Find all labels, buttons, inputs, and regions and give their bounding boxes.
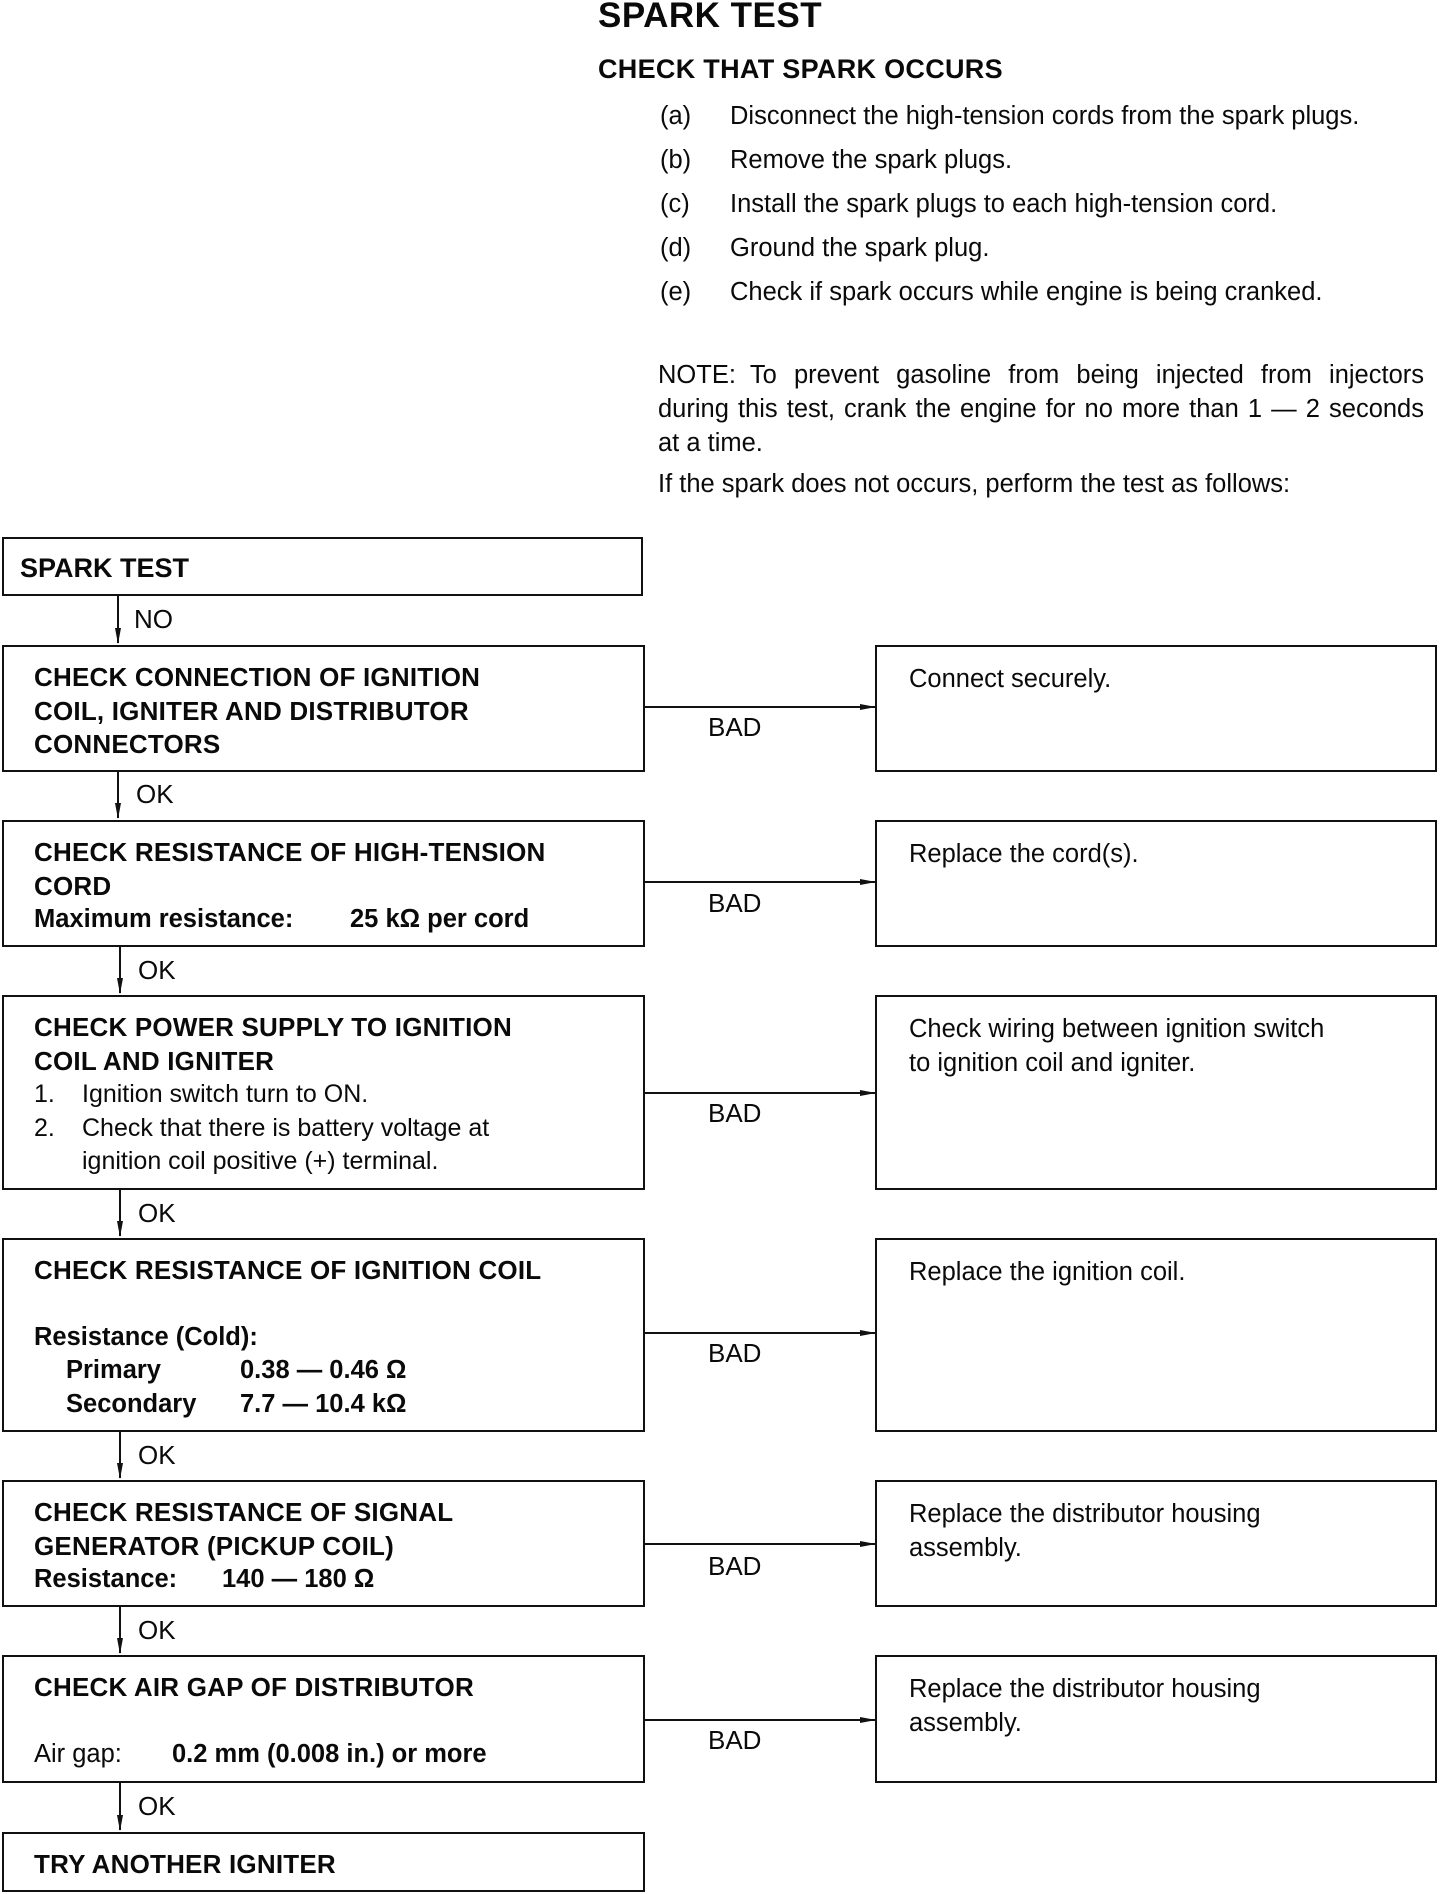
- flow-instruction: If the spark does not occurs, perform the test as follows:: [658, 470, 1291, 498]
- remedy-text: assembly.: [909, 1708, 1022, 1737]
- check-title-line: CORD: [34, 870, 112, 901]
- remedy-box: [875, 1655, 1437, 1783]
- note-label: NOTE:: [658, 361, 736, 389]
- spec-label: Primary: [66, 1356, 161, 1384]
- check-title-line: CHECK AIR GAP OF DISTRIBUTOR: [34, 1672, 474, 1702]
- step-label: (b): [660, 146, 692, 174]
- check-box-high-tension-cord: [2, 820, 645, 947]
- spec-line: [34, 903, 633, 937]
- spec-value: 0.38 — 0.46 Ω: [240, 1356, 407, 1384]
- check-item: [34, 1112, 633, 1179]
- step-label: (a): [660, 102, 692, 130]
- remedy-text: Check wiring between ignition switch: [909, 1015, 1325, 1043]
- spec-value: 25 kΩ per cord: [350, 905, 530, 933]
- remedy-text: Replace the distributor housing: [909, 1500, 1261, 1528]
- spec-value: 7.7 — 10.4 kΩ: [240, 1389, 407, 1418]
- remedy-box: [875, 1238, 1437, 1432]
- step-label: (d): [660, 234, 692, 262]
- remedy-text: Connect securely.: [909, 665, 1112, 693]
- check-items: [34, 1078, 633, 1179]
- remedy-box: [875, 645, 1437, 772]
- item-number: 2.: [34, 1113, 55, 1142]
- check-title-line: CHECK RESISTANCE OF HIGH-TENSION: [34, 837, 546, 867]
- ok-label: OK: [138, 1791, 176, 1821]
- check-title-line: CHECK POWER SUPPLY TO IGNITION: [34, 1012, 512, 1042]
- bad-label: BAD: [708, 1338, 762, 1368]
- remedy-text: to ignition coil and igniter.: [909, 1048, 1196, 1077]
- check-title-line: CONNECTORS: [34, 729, 221, 759]
- remedy-box: [875, 820, 1437, 947]
- step-text: Disconnect the high-tension cords from the spark plugs.: [730, 102, 1360, 130]
- check-title-line: GENERATOR (PICKUP COIL): [34, 1530, 394, 1561]
- end-box-label: TRY ANOTHER IGNITER: [34, 1849, 336, 1879]
- spec-line: [34, 1738, 633, 1772]
- ok-label: OK: [138, 1440, 176, 1470]
- item-text: Check that there is battery voltage at ignition coil positive (+) terminal.: [82, 1113, 490, 1175]
- check-title-line: CHECK CONNECTION OF IGNITION: [34, 662, 481, 692]
- check-item: [34, 1078, 633, 1112]
- section-subtitle: CHECK THAT SPARK OCCURS: [598, 54, 1003, 84]
- item-text: Ignition switch turn to ON.: [82, 1080, 369, 1108]
- ok-label: OK: [136, 779, 174, 809]
- spec-heading: Resistance (Cold):: [34, 1322, 258, 1351]
- check-box-power-supply: [2, 995, 645, 1190]
- check-box-connections: [2, 645, 645, 772]
- check-title-line: COIL, IGNITER AND DISTRIBUTOR: [34, 695, 469, 726]
- remedy-box: [875, 1480, 1437, 1607]
- check-box-air-gap: [2, 1655, 645, 1783]
- bad-label: BAD: [708, 1551, 762, 1581]
- spec-label: Resistance:: [34, 1565, 178, 1593]
- ok-label: OK: [138, 1615, 176, 1645]
- step-text: Install the spark plugs to each high-tension cord.: [730, 190, 1278, 218]
- step-text: Remove the spark plugs.: [730, 146, 1013, 174]
- remedy-text: assembly.: [909, 1533, 1022, 1562]
- bad-label: BAD: [708, 888, 762, 918]
- spec-value: 140 — 180 Ω: [222, 1565, 375, 1593]
- remedy-text: Replace the distributor housing: [909, 1675, 1261, 1703]
- bad-label: BAD: [708, 1098, 762, 1128]
- bad-label: BAD: [708, 712, 762, 742]
- end-box: [2, 1832, 645, 1892]
- start-box: SPARK TEST: [2, 537, 643, 596]
- remedy-text: Replace the ignition coil.: [909, 1258, 1186, 1286]
- no-label: NO: [134, 604, 173, 634]
- spec-label: Air gap:: [34, 1739, 122, 1768]
- step-label: (e): [660, 278, 692, 306]
- ok-label: OK: [138, 955, 176, 985]
- step-text: Ground the spark plug.: [730, 234, 990, 262]
- step-text: Check if spark occurs while engine is being cranked.: [730, 278, 1323, 306]
- spec-value: 0.2 mm (0.008 in.) or more: [172, 1739, 487, 1768]
- check-title-line: CHECK RESISTANCE OF IGNITION COIL: [34, 1255, 542, 1285]
- note-text: To prevent gasoline from being injected from injectors during this test, crank the engine for no more than 1 — 2 seconds at a time.: [658, 361, 1424, 457]
- spec-line: [34, 1354, 633, 1388]
- bad-label: BAD: [708, 1725, 762, 1755]
- check-box-ignition-coil: [2, 1238, 645, 1432]
- spec-label: Maximum resistance:: [34, 905, 294, 933]
- check-title-line: CHECK RESISTANCE OF SIGNAL: [34, 1497, 454, 1527]
- remedy-box: [875, 995, 1437, 1190]
- ok-label: OK: [138, 1198, 176, 1228]
- step-label: (c): [660, 190, 690, 218]
- item-number: 1.: [34, 1080, 55, 1108]
- spec-line: [34, 1388, 633, 1422]
- spec-line: [34, 1563, 633, 1597]
- remedy-text: Replace the cord(s).: [909, 840, 1139, 868]
- check-title-line: COIL AND IGNITER: [34, 1045, 275, 1076]
- page-title: SPARK TEST: [598, 0, 823, 35]
- spec-label: Secondary: [66, 1389, 197, 1418]
- check-box-signal-generator: [2, 1480, 645, 1607]
